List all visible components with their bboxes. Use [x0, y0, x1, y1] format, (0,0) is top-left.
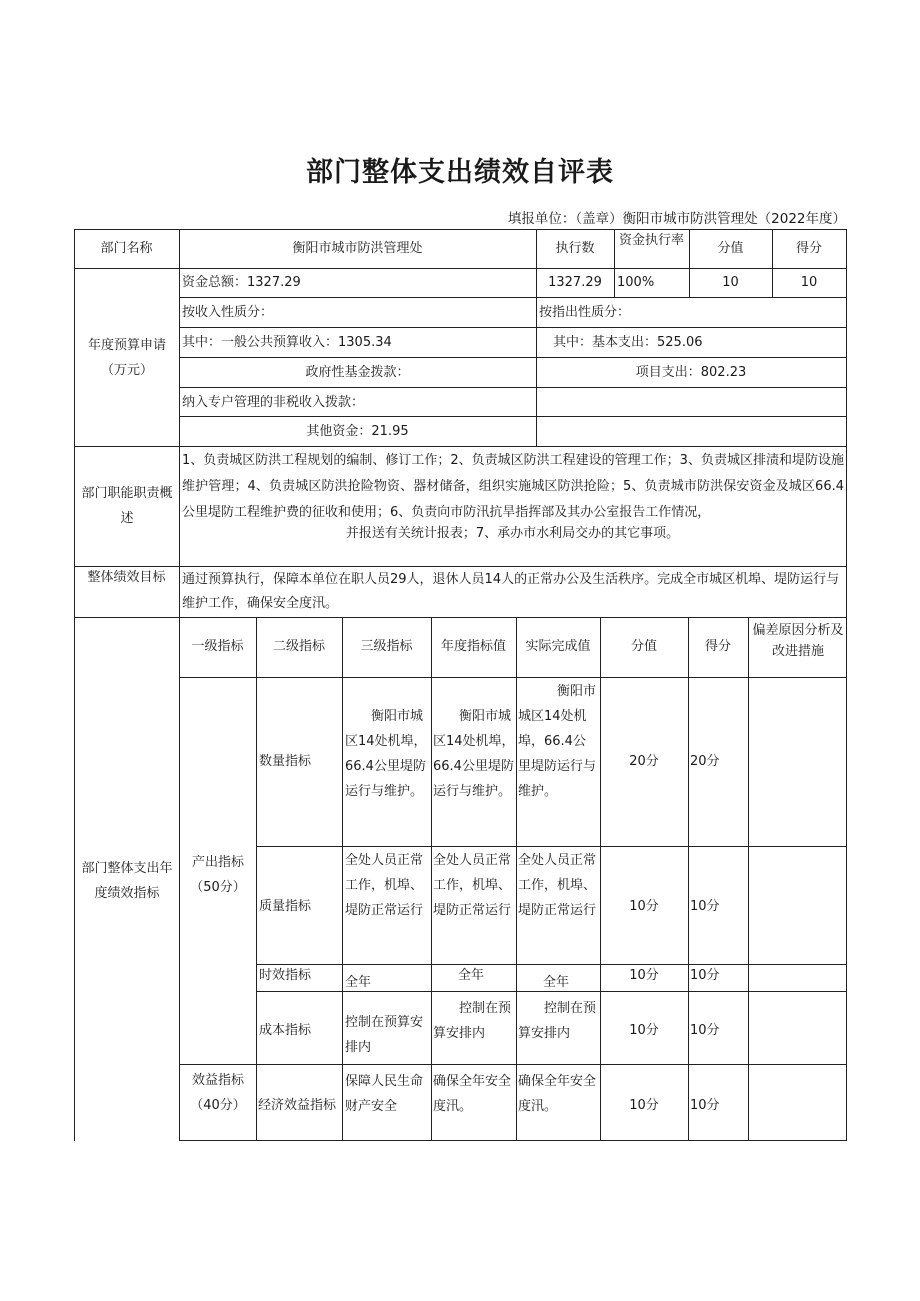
- quality-target: 全处人员正常工作，机埠、堤防正常运行: [433, 853, 512, 918]
- quality-l3: 全处人员正常工作，机埠、堤防正常运行: [345, 853, 424, 918]
- exec-label: 执行数: [555, 241, 595, 256]
- cost-score: 10分: [629, 1023, 659, 1038]
- rate-label: 资金执行率: [618, 233, 684, 248]
- rate-value: 100%: [617, 275, 655, 290]
- economic-got: 10分: [690, 1098, 720, 1113]
- timeliness-actual: 全年: [542, 975, 569, 990]
- dept-name-label: 部门名称: [100, 241, 153, 256]
- expense-nature-label: 按指出性质分：: [539, 305, 631, 320]
- cost-target: 控制在预算安排内: [433, 1001, 512, 1041]
- cost-l3: 控制在预算安排内: [345, 1015, 424, 1055]
- col-got: 得分: [704, 639, 731, 654]
- quantity-got: 20分: [690, 754, 720, 769]
- filler-unit: 填报单位：（盖章）衡阳市城市防洪管理处（2022年度）: [507, 211, 846, 227]
- duty-text: 1、负责城区防洪工程规划的编制、修订工作；2、负责城区防洪工程建设的管理工作；3、负责城区排渍和堤防设施维护管理；4、负责城区防洪抢险物资、器材储备，组织实施城区防洪抢险；5、负责城市防洪保安资金及城区66.4公里堤防工程维护费的征收和使用；6、负责向市防汛抗旱指挥部及其办公室报告工作情况，: [182, 453, 844, 520]
- col-target: 年度指标值: [440, 639, 506, 654]
- timeliness-target: 全年: [457, 968, 484, 983]
- got-label: 得分: [795, 241, 822, 256]
- quality-actual: 全处人员正常工作，机埠、堤防正常运行: [518, 853, 597, 918]
- quantity-target: 衡阳市城区14处机埠，66.4公里堤防运行与维护。: [433, 709, 515, 799]
- goal-label: 整体绩效目标: [87, 570, 166, 585]
- quality-score: 10分: [629, 899, 659, 914]
- col-actual: 实际完成值: [525, 639, 591, 654]
- economic-name: 经济效益指标: [258, 1098, 337, 1113]
- quantity-score: 20分: [629, 754, 659, 769]
- goal-text: 通过预算执行，保障本单位在职人员29人，退休人员14人的正常办公及生活秩序。完成全市城区机埠、堤防运行与维护工作，确保安全度汛。: [182, 572, 840, 611]
- score-label: 分值: [717, 241, 744, 256]
- benefit-indicator-label: 效益指标（40分）: [190, 1073, 246, 1113]
- nontax-income: 纳入专户管理的非税收入拨款：: [182, 395, 365, 410]
- quality-got: 10分: [690, 899, 720, 914]
- other-funds: 其他资金：21.95: [306, 424, 409, 439]
- col-level1: 一级指标: [191, 639, 244, 654]
- col-deviation: 偏差原因分析及改进措施: [752, 623, 844, 659]
- quantity-actual: 衡阳市城区14处机埠，66.4公里堤防运行与维护。: [518, 684, 597, 799]
- col-score: 分值: [630, 639, 657, 654]
- gov-fund: 政府性基金拨款：: [305, 365, 410, 380]
- quantity-name: 数量指标: [259, 754, 312, 769]
- col-level2: 二级指标: [272, 639, 325, 654]
- indicators-label: 部门整体支出年度绩效指标: [81, 861, 173, 901]
- timeliness-score: 10分: [629, 968, 659, 983]
- general-income: 其中：一般公共预算收入：1305.34: [182, 335, 392, 350]
- cost-actual: 控制在预算安排内: [518, 1001, 597, 1041]
- col-level3: 三级指标: [360, 639, 413, 654]
- page-title: 部门整体支出绩效自评表: [306, 157, 614, 188]
- economic-l3: 保障人民生命财产安全: [345, 1074, 424, 1114]
- cost-name: 成本指标: [259, 1023, 312, 1038]
- cost-got: 10分: [690, 1023, 720, 1038]
- project-expense: 项目支出：802.23: [635, 365, 747, 380]
- score-value: 10: [722, 275, 739, 290]
- timeliness-l3: 全年: [345, 975, 372, 990]
- economic-actual: 确保全年安全度汛。: [518, 1074, 597, 1114]
- total-funds: 资金总额：1327.29: [182, 275, 301, 290]
- timeliness-got: 10分: [690, 968, 720, 983]
- quality-name: 质量指标: [259, 899, 312, 914]
- basic-expense: 其中：基本支出：525.06: [553, 335, 703, 350]
- timeliness-name: 时效指标: [259, 968, 312, 983]
- got-value: 10: [800, 275, 818, 290]
- dept-name-value: 衡阳市城市防洪管理处: [292, 241, 423, 256]
- duty-label: 部门职能职责概述: [81, 486, 173, 526]
- income-nature-label: 按收入性质分：: [182, 305, 274, 320]
- duty-text-last: 并报送有关统计报表；7、承办市水利局交办的其它事项。: [345, 526, 680, 541]
- economic-score: 10分: [629, 1098, 659, 1113]
- output-indicator-label: 产出指标（50分）: [190, 855, 246, 895]
- exec-value: 1327.29: [548, 275, 602, 290]
- economic-target: 确保全年安全度汛。: [433, 1074, 512, 1114]
- quantity-l3: 衡阳市城区14处机埠，66.4公里堤防运行与维护。: [345, 709, 427, 799]
- budget-label: 年度预算申请（万元）: [87, 338, 166, 378]
